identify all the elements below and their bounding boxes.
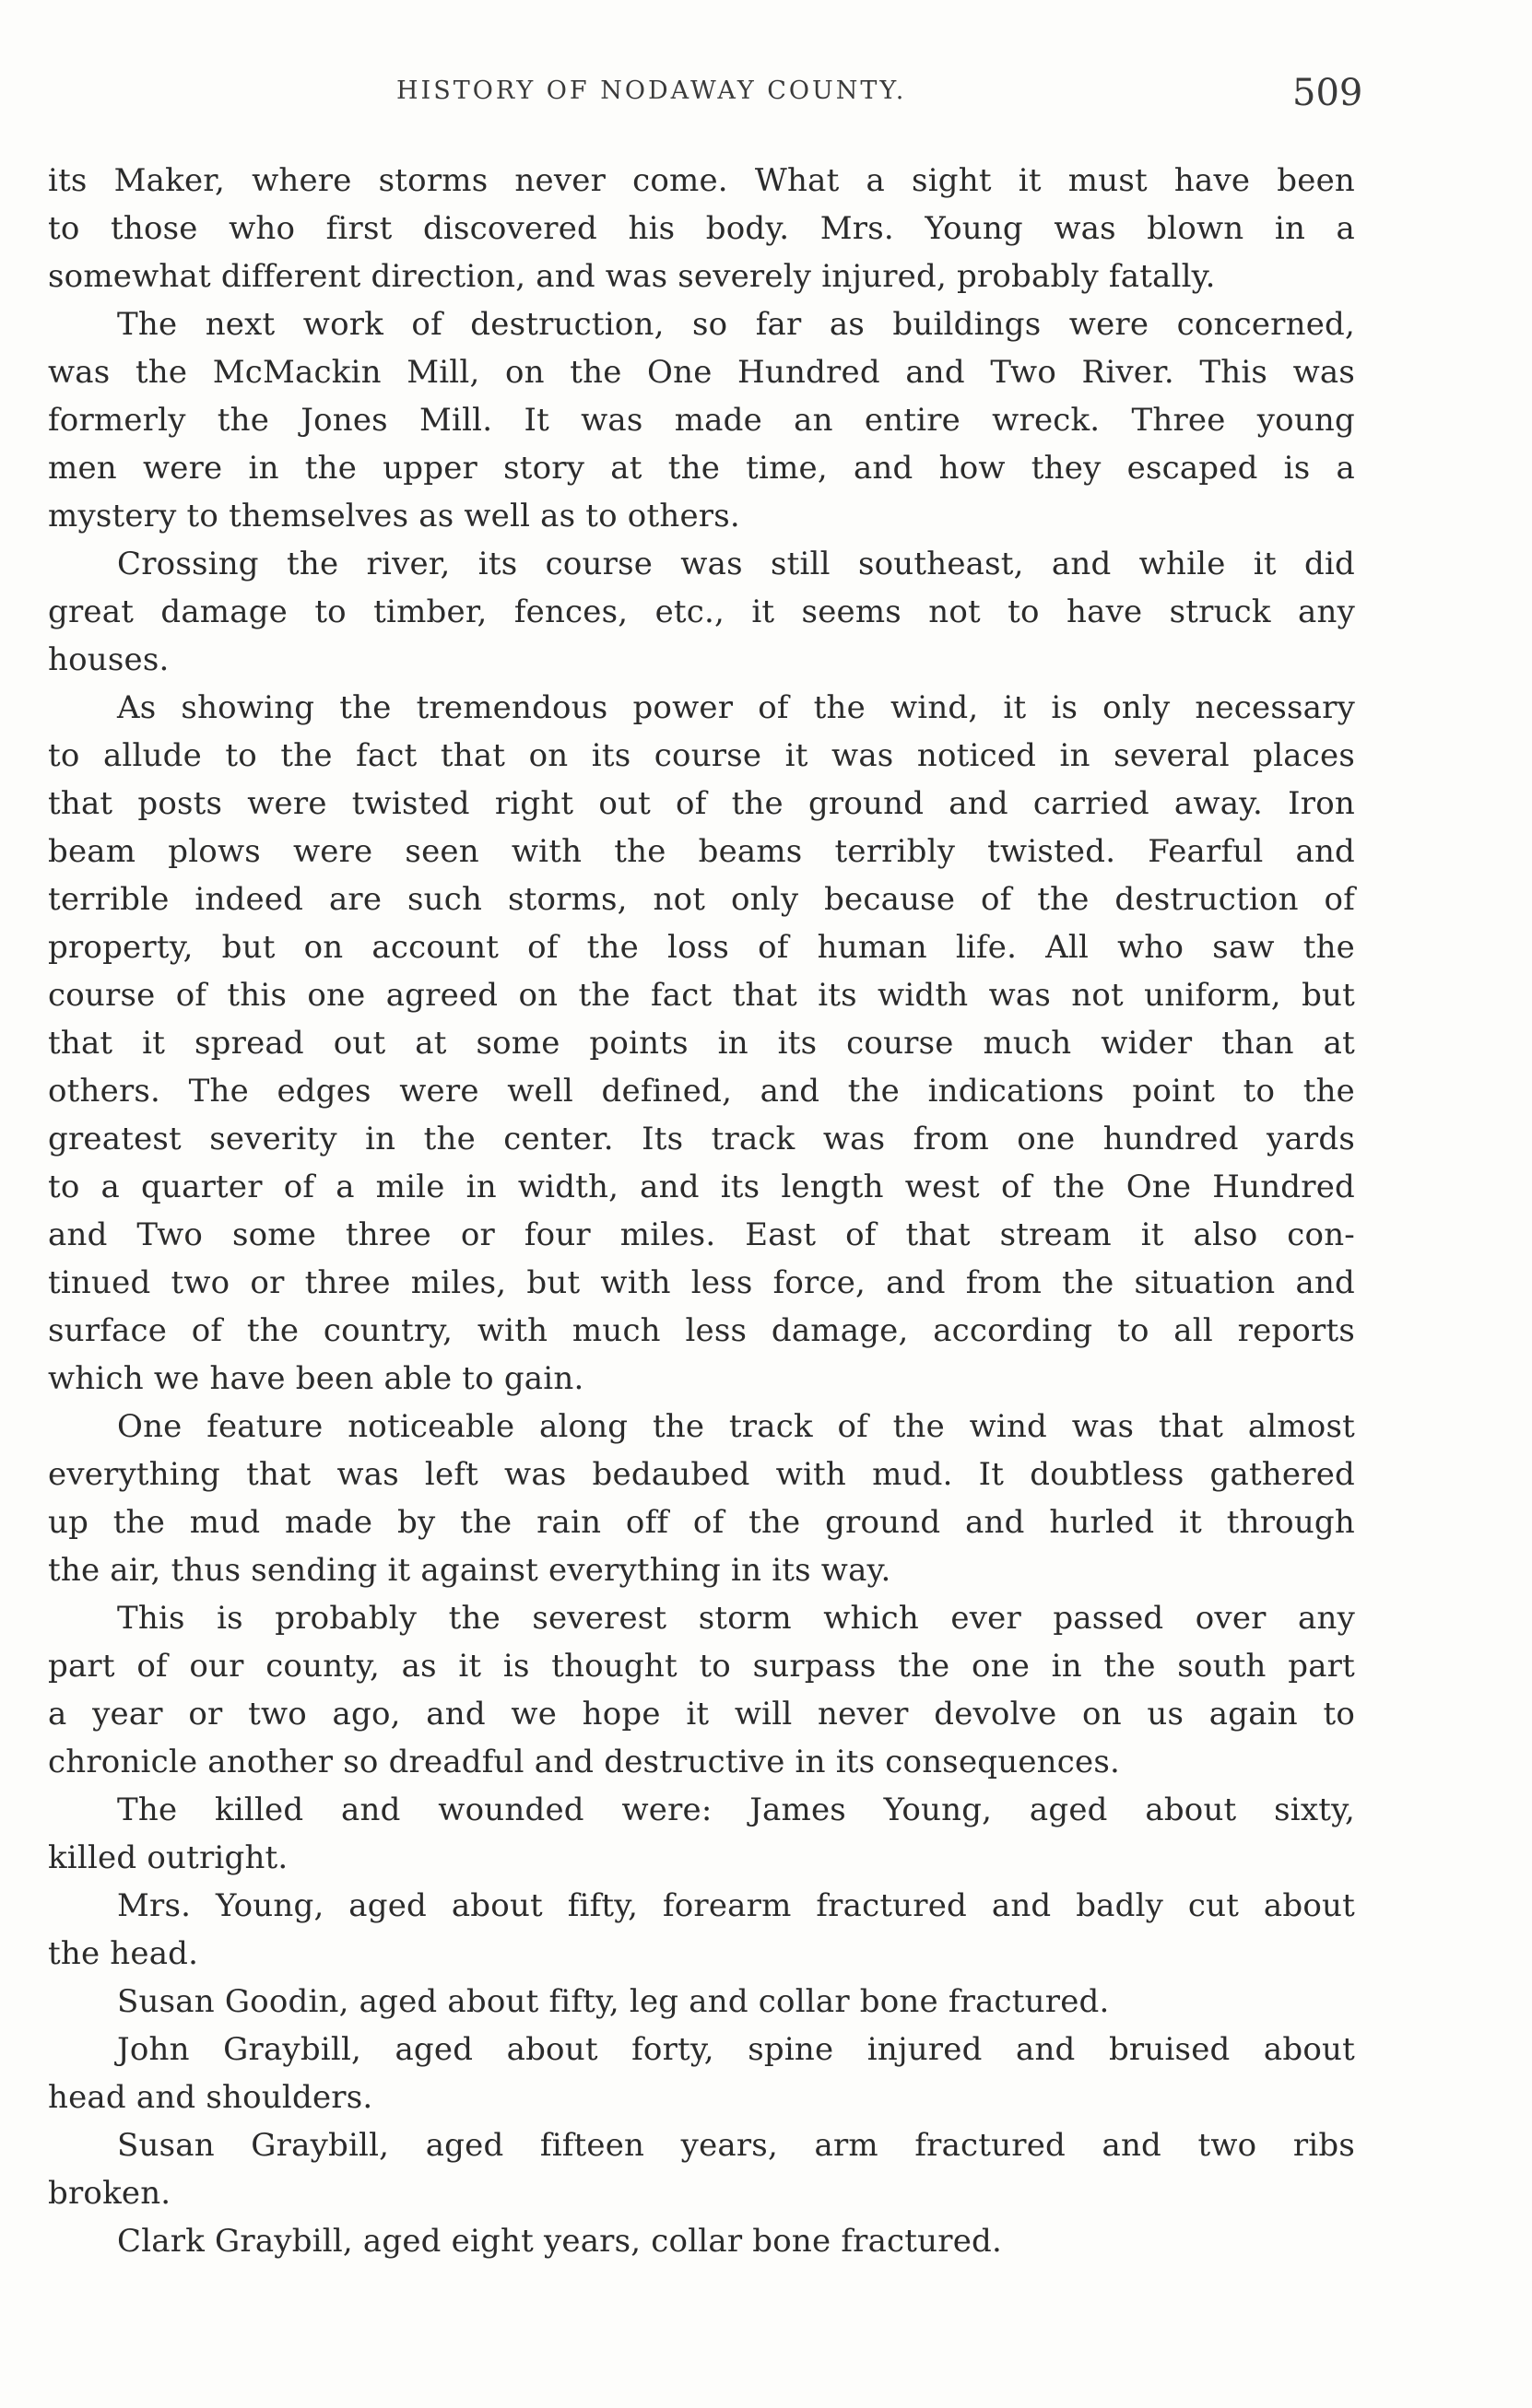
text-line: up the mud made by the rain off of the ground and hurled it through — [48, 1504, 1355, 1541]
text-line: somewhat different direction, and was severely injured, probably fatally. — [48, 258, 1216, 295]
text-line: Susan Graybill, aged fifteen years, arm fractured and two ribs — [117, 2127, 1355, 2164]
text-line: was the McMackin Mill, on the One Hundred and Two River. This was — [48, 354, 1355, 391]
text-line: its Maker, where storms never come. What a sight it must have been — [48, 162, 1355, 199]
text-line: broken. — [48, 2175, 171, 2212]
text-line: As showing the tremendous power of the wind, it is only necessary — [117, 689, 1355, 726]
text-line: beam plows were seen with the beams terribly twisted. Fearful and — [48, 833, 1355, 870]
body-text — [48, 157, 1355, 2265]
text-line: killed outright. — [48, 1839, 289, 1876]
text-line: a year or two ago, and we hope it will never devolve on us again to — [48, 1696, 1355, 1733]
text-line: Mrs. Young, aged about fifty, forearm fractured and badly cut about — [117, 1887, 1355, 1924]
text-line: property, but on account of the loss of human life. All who saw the — [48, 929, 1355, 966]
text-line: surface of the country, with much less damage, according to all reports — [48, 1312, 1355, 1349]
text-line: This is probably the severest storm which ever passed over any — [117, 1600, 1355, 1637]
text-line: John Graybill, aged about forty, spine injured and bruised about — [117, 2031, 1355, 2068]
text-line: head and shoulders. — [48, 2079, 373, 2116]
text-line: great damage to timber, fences, etc., it seems not to have struck any — [48, 593, 1355, 630]
text-line: course of this one agreed on the fact that its width was not uniform, but — [48, 977, 1355, 1014]
text-line: to a quarter of a mile in width, and its length west of the One Hundred — [48, 1169, 1355, 1205]
text-line: The next work of destruction, so far as buildings were concerned, — [117, 306, 1355, 343]
text-line: part of our county, as it is thought to surpass the one in the south part — [48, 1648, 1355, 1685]
text-line: houses. — [48, 641, 170, 678]
text-line: Crossing the river, its course was still southeast, and while it did — [117, 546, 1355, 582]
text-line: and Two some three or four miles. East of that stream it also con- — [48, 1216, 1355, 1253]
text-line: formerly the Jones Mill. It was made an entire wreck. Three young — [48, 402, 1355, 439]
text-line: the head. — [48, 1935, 199, 1972]
text-line: Susan Goodin, aged about fifty, leg and collar bone fractured. — [117, 1983, 1110, 2020]
text-line: others. The edges were well defined, and the indications point to the — [48, 1073, 1355, 1110]
text-line: which we have been able to gain. — [48, 1360, 584, 1397]
text-line: Clark Graybill, aged eight years, collar bone fractured. — [117, 2223, 1002, 2260]
text-line: greatest severity in the center. Its track was from one hundred yards — [48, 1121, 1355, 1157]
text-line: the air, thus sending it against everything in its way. — [48, 1552, 891, 1589]
text-line: to allude to the fact that on its course it was noticed in several places — [48, 737, 1355, 774]
text-line: mystery to themselves as well as to others. — [48, 498, 740, 534]
text-line: that posts were twisted right out of the ground and carried away. Iron — [48, 785, 1355, 822]
text-line: tinued two or three miles, but with less force, and from the situation and — [48, 1264, 1355, 1301]
running-title: HISTORY OF NODAWAY COUNTY. — [396, 76, 907, 105]
text-line: men were in the upper story at the time, and how they escaped is a — [48, 450, 1355, 487]
text-line: The killed and wounded were: James Young, aged about sixty, — [117, 1791, 1355, 1828]
text-line: that it spread out at some points in its course much wider than at — [48, 1025, 1355, 1062]
page-number: 509 — [1292, 72, 1363, 114]
text-line: to those who first discovered his body. Mrs. Young was blown in a — [48, 210, 1355, 247]
text-line: chronicle another so dreadful and destructive in its consequences. — [48, 1744, 1120, 1780]
running-head — [0, 68, 1532, 114]
text-line: everything that was left was bedaubed with mud. It doubtless gathered — [48, 1456, 1355, 1493]
text-line: terrible indeed are such storms, not only because of the destruction of — [48, 881, 1355, 918]
text-line: One feature noticeable along the track of the wind was that almost — [117, 1408, 1355, 1445]
